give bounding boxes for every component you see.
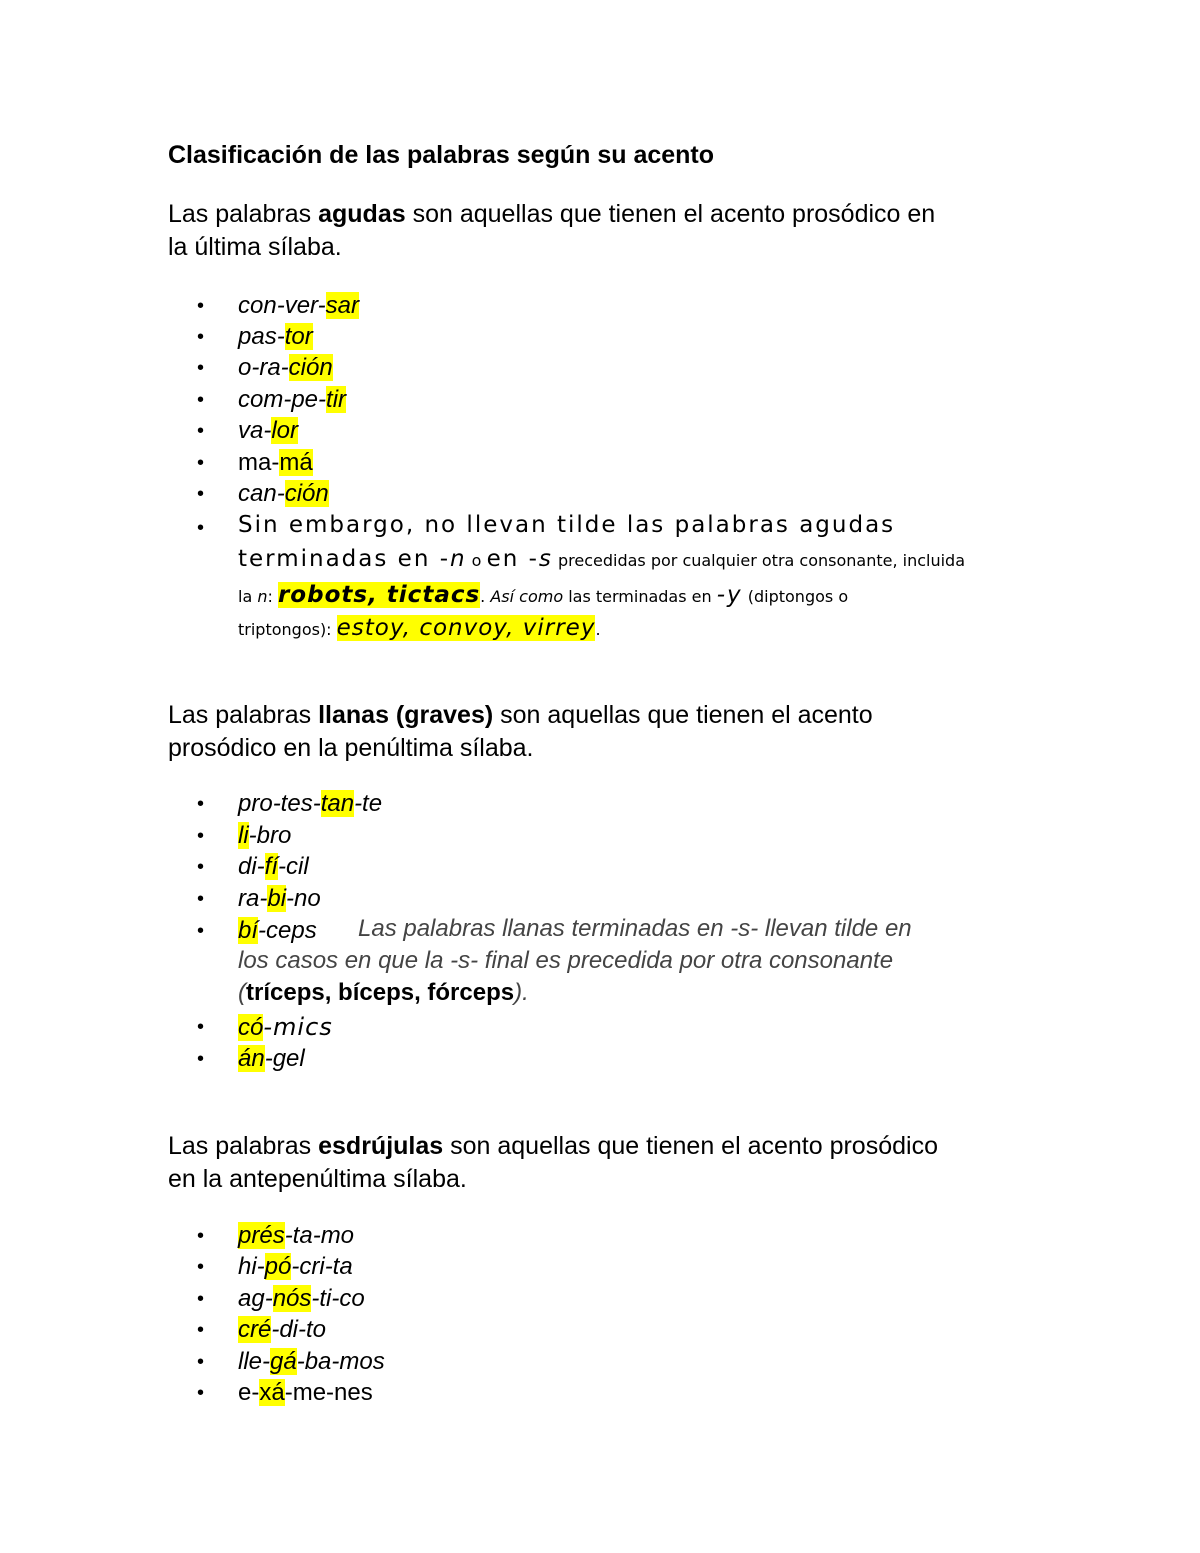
bullet-icon: • bbox=[197, 420, 205, 442]
bullet-icon: • bbox=[197, 357, 205, 379]
llanas-note-line2: los casos en que la -s- final es precedida por otra consonante bbox=[238, 947, 894, 974]
stressed-syllable: má bbox=[279, 449, 313, 476]
bullet-icon: • bbox=[197, 326, 205, 348]
stressed-syllable: sar bbox=[325, 292, 359, 319]
document-page: Clasificación de las palabras según su acento Las palabras agudas son aquellas que tienen el acento prosódico en la última sílaba. • con-ver-sar • pas-tor • o-ra-ción • com-pe-tir • va-lor • ma-má • can-ción • Sin embargo, no llevan tilde las palabras agudas terminadas en -n o en -s precedidas por cualquier otra consonante, incluida la n: robots, tictacs. Así como las terminadas en -y (diptongos o triptongos): estoy, convoy, virrey. Las palabras llanas (graves) son aquellas que tienen el acento prosódico en la penúltima sílaba. • pro-tes-tan-te • li-bro • di-fí-cil • ra-bi-no • bí-ceps Las palabras llanas terminadas en -s- llevan tilde en los casos en que la -s- final es precedida por otra consonante (tríceps, bíceps, fórceps). • có-mics • án-gel Las palabras esdrújulas son aquellas que tienen el acento prosódico en la antepenúltima sílaba. • prés-ta-mo • hi-pó-cri-ta • ag-nós-ti-co • cré-di-to • lle-gá-ba-mos • e-xá-me-nes bbox=[0, 0, 1200, 1553]
bullet-icon: • bbox=[197, 483, 205, 505]
highlight-examples: robots, tictacs bbox=[277, 582, 481, 608]
llanas-intro: Las palabras llanas (graves) son aquellas que tienen el acento prosódico en la penúltima sílaba. bbox=[168, 701, 873, 762]
agudas-note-line3: la n: robots, tictacs. Así como las terminadas en -y (diptongos o bbox=[238, 582, 849, 608]
stressed-syllable: tan bbox=[320, 790, 355, 817]
stressed-syllable: tor bbox=[284, 323, 313, 350]
bullet-icon: • bbox=[197, 389, 205, 411]
bullet-icon: • bbox=[197, 1319, 205, 1341]
bullet-icon: • bbox=[197, 920, 205, 942]
bullet-icon: • bbox=[197, 1351, 205, 1373]
bullet-icon: • bbox=[197, 1256, 205, 1278]
stressed-syllable: ción bbox=[284, 480, 329, 507]
llanas-term: llanas (graves) bbox=[318, 701, 494, 729]
bullet-icon: • bbox=[197, 1225, 205, 1247]
stressed-syllable: prés bbox=[238, 1222, 285, 1249]
bullet-icon: • bbox=[197, 295, 205, 317]
highlight-examples: estoy, convoy, virrey bbox=[336, 615, 596, 641]
llanas-note-line3: (tríceps, bíceps, fórceps). bbox=[238, 979, 529, 1006]
stressed-syllable: cré bbox=[238, 1316, 272, 1343]
stressed-syllable: có bbox=[238, 1014, 264, 1041]
agudas-note-line2: terminadas en -n o en -s precedidas por cualquier otra consonante, incluida bbox=[238, 546, 966, 572]
stressed-syllable: nós bbox=[272, 1285, 312, 1312]
stressed-syllable: ción bbox=[288, 354, 333, 381]
agudas-note-line4: triptongos): estoy, convoy, virrey. bbox=[238, 615, 601, 641]
stressed-syllable: án bbox=[238, 1045, 265, 1072]
stressed-syllable: li bbox=[238, 822, 249, 849]
stressed-syllable: gá bbox=[270, 1348, 297, 1375]
page-title: Clasificación de las palabras según su acento bbox=[168, 141, 715, 169]
bullet-icon: • bbox=[197, 1382, 205, 1404]
bullet-icon: • bbox=[197, 1288, 205, 1310]
stressed-syllable: bi bbox=[267, 885, 287, 912]
bullet-icon: • bbox=[197, 793, 205, 815]
bullet-icon: • bbox=[197, 888, 205, 910]
bullet-icon: • bbox=[197, 1016, 205, 1038]
stressed-syllable: pó bbox=[264, 1253, 292, 1280]
esdrujulas-intro: Las palabras esdrújulas son aquellas que tienen el acento prosódico en la antepenúltima sílaba. bbox=[168, 1132, 938, 1193]
bullet-icon: • bbox=[197, 856, 205, 878]
stressed-syllable: bí bbox=[238, 917, 259, 944]
agudas-note-line1: Sin embargo, no llevan tilde las palabras agudas bbox=[238, 512, 896, 538]
bullet-icon: • bbox=[197, 517, 205, 539]
esdrujulas-term: esdrújulas bbox=[318, 1132, 444, 1160]
stressed-syllable: lor bbox=[271, 417, 299, 444]
stressed-syllable: fí bbox=[264, 853, 279, 880]
llanas-examples: tríceps, bíceps, fórceps bbox=[246, 979, 515, 1006]
stressed-syllable: xá bbox=[259, 1379, 285, 1406]
bullet-icon: • bbox=[197, 825, 205, 847]
bullet-icon: • bbox=[197, 452, 205, 474]
agudas-term: agudas bbox=[318, 200, 406, 228]
stressed-syllable: tir bbox=[326, 386, 347, 413]
bullet-icon: • bbox=[197, 1048, 205, 1070]
agudas-intro: Las palabras agudas son aquellas que tienen el acento prosódico en la última sílaba. bbox=[168, 200, 936, 261]
llanas-note-line1: Las palabras llanas terminadas en -s- llevan tilde en bbox=[358, 915, 912, 942]
